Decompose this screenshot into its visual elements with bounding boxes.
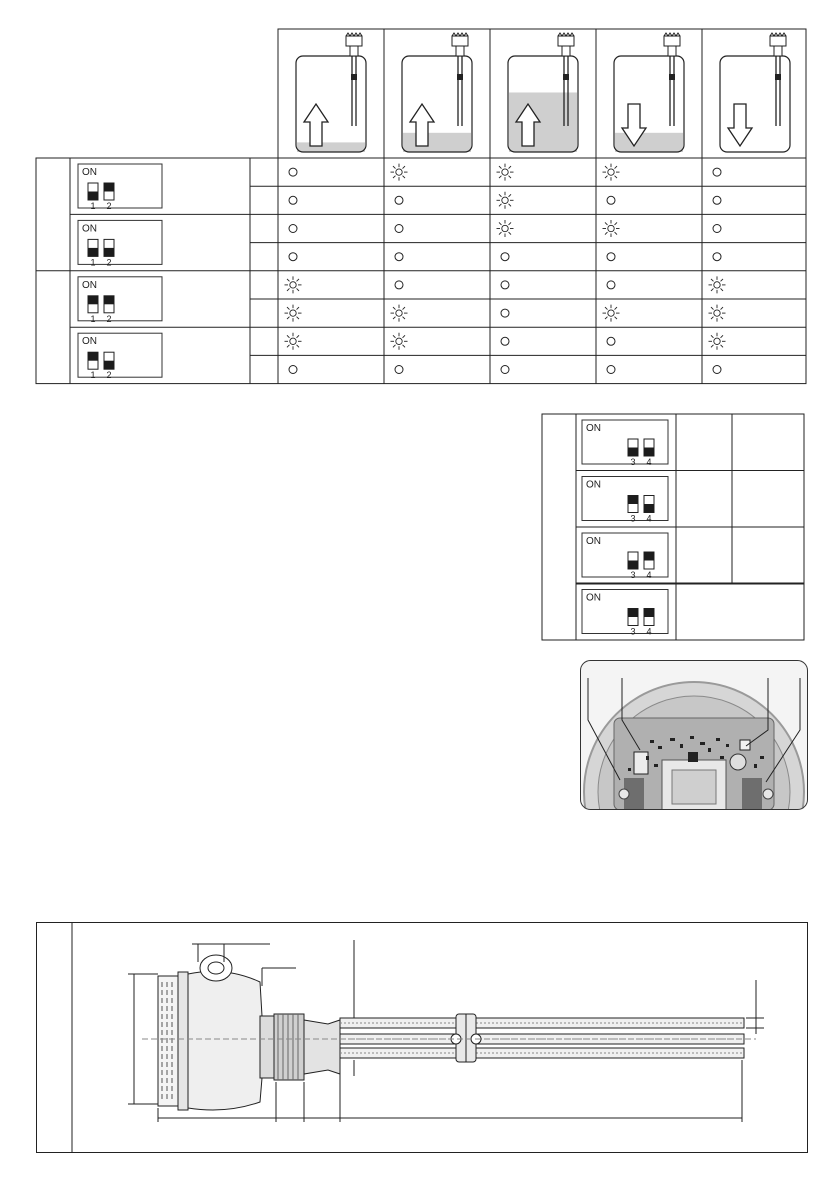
led-off-icon — [607, 281, 615, 289]
led-on-icon — [497, 220, 514, 237]
led-off-icon — [713, 366, 721, 374]
dip-lever-off — [628, 448, 638, 457]
dip-on-label: ON — [82, 223, 97, 235]
dip-lever-off — [644, 448, 654, 457]
sensor-thread — [668, 46, 676, 56]
led-off-icon — [713, 168, 721, 176]
dip-lever-on — [104, 183, 114, 192]
dip-lever-off — [628, 561, 638, 570]
sensor-spacer — [457, 74, 463, 80]
led-table-svg — [0, 0, 840, 400]
led-off-icon — [713, 196, 721, 204]
led-off-icon — [713, 225, 721, 233]
dip-switch-number: 2 — [106, 257, 112, 268]
led-off-icon — [289, 253, 297, 261]
dip-lever-on — [628, 496, 638, 505]
led-off-icon — [395, 281, 403, 289]
sensor-spacer — [669, 74, 675, 80]
led-off-icon — [713, 253, 721, 261]
sensor-spacer — [563, 74, 569, 80]
dip-switch — [78, 164, 162, 211]
led-off-icon — [395, 366, 403, 374]
dip-switch-number: 4 — [646, 513, 652, 524]
pcb-photo-svg — [580, 660, 808, 810]
dip-switch-number: 1 — [90, 313, 96, 324]
led-off-icon — [607, 337, 615, 345]
dip-switch-number: 2 — [106, 201, 112, 211]
switch-table-svg — [0, 400, 840, 650]
dip-switch-number: 1 — [90, 370, 96, 381]
dip-switch — [78, 220, 162, 267]
sensor-head — [346, 36, 362, 46]
led-on-icon — [497, 164, 514, 181]
sensor-thread — [350, 46, 358, 56]
dip-lever-on — [644, 552, 654, 561]
dip-switch-number: 3 — [630, 513, 636, 524]
dip-lever-on — [104, 296, 114, 305]
led-on-icon — [603, 220, 620, 237]
led-off-icon — [501, 337, 509, 345]
led-off-icon — [395, 196, 403, 204]
led-off-icon — [501, 253, 509, 261]
dip-switch-number: 2 — [106, 313, 112, 324]
dip-switch-number: 4 — [646, 457, 652, 467]
dip-switch — [78, 277, 162, 324]
led-on-icon — [709, 305, 726, 322]
dip-lever-on — [628, 609, 638, 618]
sensor-head — [770, 36, 786, 46]
dip-switch — [582, 477, 668, 524]
dip-switch — [582, 420, 668, 467]
led-on-icon — [391, 164, 408, 181]
tank-liquid — [615, 133, 683, 152]
led-off-icon — [289, 225, 297, 233]
led-off-icon — [607, 196, 615, 204]
dip-switch-number: 2 — [106, 370, 112, 381]
sensor-thread — [456, 46, 464, 56]
sensor-head — [452, 36, 468, 46]
dip-lever-on — [88, 296, 98, 305]
led-on-icon — [603, 164, 620, 181]
tank-liquid — [297, 142, 365, 152]
probe-drawing-svg — [36, 922, 808, 1154]
dip-switch-number: 4 — [646, 570, 652, 580]
dip-switch — [78, 333, 162, 380]
sensor-spacer — [775, 74, 781, 80]
switch-table — [0, 400, 840, 650]
sensor-thread — [562, 46, 570, 56]
led-on-icon — [497, 192, 514, 209]
dip-lever-off — [88, 248, 98, 257]
led-table — [0, 0, 840, 400]
pcb-photo — [580, 660, 808, 810]
led-off-icon — [501, 366, 509, 374]
led-on-icon — [285, 305, 302, 322]
led-on-icon — [285, 276, 302, 293]
dip-switch-number: 1 — [90, 201, 96, 211]
sensor-head — [664, 36, 680, 46]
sensor-thread — [774, 46, 782, 56]
led-off-icon — [289, 196, 297, 204]
dip-on-label: ON — [82, 336, 97, 348]
dip-on-label: ON — [82, 279, 97, 291]
dip-on-label: ON — [586, 423, 601, 434]
sensor-head — [558, 36, 574, 46]
led-off-icon — [607, 253, 615, 261]
dip-switch-number: 3 — [630, 570, 636, 580]
probe-drawing — [36, 922, 808, 1154]
dip-lever-on — [644, 609, 654, 618]
dip-lever-off — [644, 504, 654, 513]
led-on-icon — [391, 333, 408, 350]
led-on-icon — [285, 333, 302, 350]
led-off-icon — [501, 281, 509, 289]
dip-switch-number: 3 — [630, 626, 636, 637]
dip-lever-off — [88, 192, 98, 201]
dip-on-label: ON — [82, 167, 97, 178]
led-off-icon — [289, 366, 297, 374]
dip-on-label: ON — [586, 592, 601, 604]
led-on-icon — [709, 333, 726, 350]
tank-liquid — [403, 133, 471, 152]
led-on-icon — [603, 305, 620, 322]
dip-switch — [582, 533, 668, 580]
led-on-icon — [709, 276, 726, 293]
dip-switch — [582, 590, 668, 637]
dip-on-label: ON — [586, 536, 601, 547]
sensor-spacer — [351, 74, 357, 80]
dip-lever-off — [104, 248, 114, 257]
led-off-icon — [501, 309, 509, 317]
led-off-icon — [289, 168, 297, 176]
dip-switch-number: 4 — [646, 626, 652, 637]
dip-switch-number: 3 — [630, 457, 636, 467]
dip-lever-off — [104, 361, 114, 370]
dip-on-label: ON — [586, 479, 601, 491]
led-off-icon — [607, 366, 615, 374]
dip-switch-number: 1 — [90, 257, 96, 268]
led-off-icon — [395, 225, 403, 233]
led-on-icon — [391, 305, 408, 322]
dip-lever-on — [88, 352, 98, 361]
led-off-icon — [395, 253, 403, 261]
